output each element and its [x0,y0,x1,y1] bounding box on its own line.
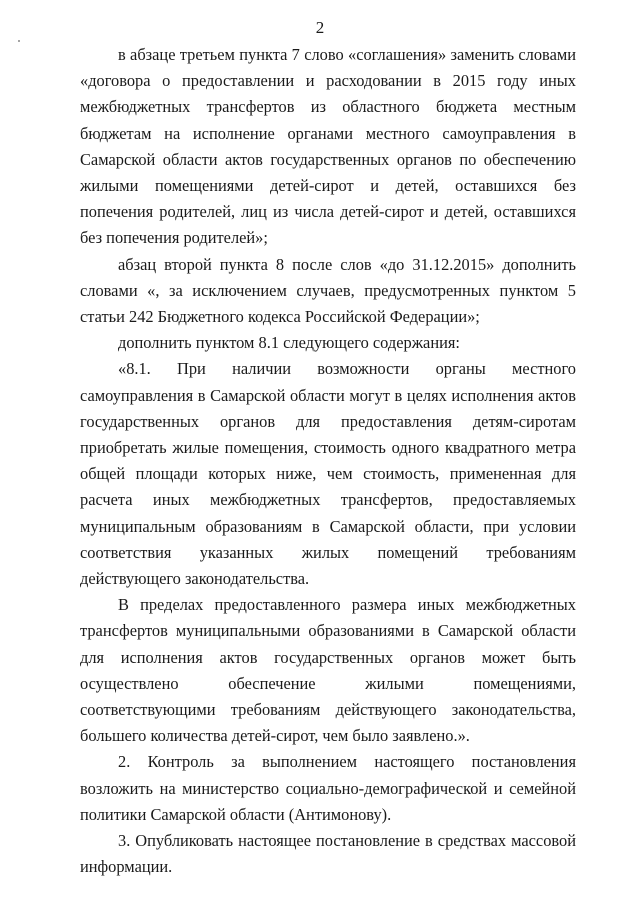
scan-speck [18,40,20,42]
paragraph-control-clause: 2. Контроль за выполнением настоящего постановления возложить на министерство социально-демографической и семейной политики Самарской области (Антимонову). [80,752,576,824]
paragraph-amend-point-8: абзац второй пункта 8 после слов «до 31.12.2015» дополнить словами «, за исключением случаев, предусмотренных пунктом 5 статьи 242 Бюджетного кодекса Российской Федерации»; [80,254,576,327]
page-number: 2 [315,18,325,37]
paragraph-amend-point-7: в абзаце третьем пункта 7 слово «соглашения» заменить словами «договора о предоставлении и расходовании в 2015 году иных межбюджетных трансфертов из областного бюджета местным бюджетам на исполнение органами местного самоуправления в Самарской области актов государственных органов по обеспечению жилыми помещениями детей-сирот и детей, оставшихся без попечения родителей, лиц из числа детей-сирот и детей, оставшихся без попечения родителей»; [80,45,576,248]
document-body [80,42,576,881]
paragraph-point-8-1-continuation: В пределах предоставленного размера иных межбюджетных трансфертов муниципальными образованиями в Самарской области для исполнения актов государственных органов может быть осуществлено обеспечение жилыми помещениями, соответствующими требованиям действующего законодательства, большего количества детей-сирот, чем было заявлено.». [80,595,576,746]
paragraph-publication-clause: 3. Опубликовать настоящее постановление в средствах массовой информации. [80,831,576,877]
paragraph-add-point-8-1: дополнить пунктом 8.1 следующего содержания: [118,333,460,353]
paragraph-point-8-1-text: «8.1. При наличии возможности органы местного самоуправления в Самарской области могут в целях исполнения актов государственных органов для предоставления детям-сиротам приобретать жилые помещения, стоимость одного квадратного метра общей площади которых ниже, чем стоимость, примененная для расчета иных межбюджетных трансфертов, предоставляемых муниципальным образованиям в Самарской области, при условии соответствия указанных жилых помещений требованиям действующего законодательства. [80,359,576,589]
